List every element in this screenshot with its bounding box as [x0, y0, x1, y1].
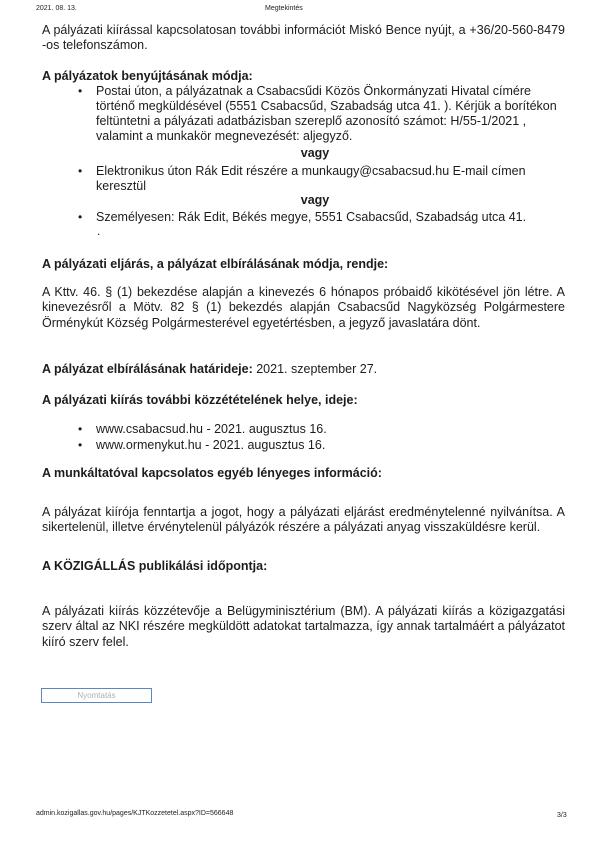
procedure-heading: A pályázati eljárás, a pályázat elbírálásának módja, rendje:: [42, 257, 389, 271]
bullet-dot: •: [78, 210, 83, 224]
bullet-dot: •: [78, 422, 83, 436]
procedure-paragraph: A Kttv. 46. § (1) bekezdése alapján a kinevezés 6 hónapos próbaidő kikötésével jön létre. A kinevezésről a Mötv. 82 § (1) bekezdés alapján Csabacsűd Nagyközség Polgármestere Örménykút Község Polgármesterével egyetértésben, a jegyző javaslatára dönt.: [42, 285, 565, 330]
footer-url: admin.kozigallas.gov.hu/pages/KJTKozzetetel.aspx?ID=566648: [36, 810, 234, 817]
other-info-clip: [42, 505, 565, 541]
bullet-dot: •: [78, 438, 83, 452]
kozigallas-heading-rest: publikálási időpontja:: [135, 559, 268, 573]
publication-heading: A pályázati kiírás további közzétételének helye, ideje:: [42, 393, 358, 407]
print-date: 2021. 08. 13.: [36, 5, 77, 12]
separator-vagy: vagy: [300, 193, 330, 207]
submission-item-postal: Postai úton, a pályázatnak a Csabacsűdi Közös Önkormányzati Hivatal címére történő megküldésével (5551 Csabacsűd, Szabadság utca 41. ). Kérjük a borítékon feltüntetni a pályázati adatbázisban szereplő azonosító számot: H/55-1/2021 , valamint a munkakör megnevezését: aljegyző.: [96, 84, 557, 143]
separator-vagy: vagy: [300, 146, 330, 160]
other-info-heading: A munkáltatóval kapcsolatos egyéb lényeges információ:: [42, 466, 382, 480]
submission-heading: A pályázatok benyújtásának módja:: [42, 69, 253, 83]
kozigallas-heading: [42, 559, 267, 574]
bullet-dot: •: [78, 164, 83, 178]
other-info-paragraph: A pályázat kiírója fenntartja a jogot, hogy a pályázati eljárást eredménytelenné nyilvánítsa. A sikertelenül, illetve érvénytelenül pályázók részére a pályázati anyag visszaküldésre kerül.: [42, 505, 565, 535]
kozigallas-heading-bold: A KÖZIGÁLLÁS: [42, 559, 136, 573]
publication-item: www.csabacsud.hu - 2021. augusztus 16.: [96, 422, 327, 436]
stray-period: .: [97, 224, 101, 238]
deadline-label: A pályázat elbírálásának határideje:: [42, 362, 253, 376]
bullet-dot: •: [78, 84, 83, 98]
submission-item-personal: Személyesen: Rák Edit, Békés megye, 5551 Csabacsűd, Szabadság utca 41.: [96, 210, 527, 224]
deadline-heading: [42, 362, 377, 377]
submission-item-electronic: Elektronikus úton Rák Edit részére a munkaugy@csabacsud.hu E-mail címen keresztül: [96, 164, 526, 193]
print-button[interactable]: Nyomtatás: [41, 688, 152, 703]
publication-item: www.ormenykut.hu - 2021. augusztus 16.: [96, 438, 326, 452]
intro-paragraph: A pályázati kiírással kapcsolatosan további információt Miskó Bence nyújt, a +36/20-560-8479 -os telefonszámon.: [42, 23, 565, 53]
deadline-value: 2021. szeptember 27.: [256, 362, 378, 376]
kozigallas-paragraph: A pályázati kiírás közzétevője a Belügyminisztérium (BM). A pályázati kiírás a közigazgatási szerv által az NKI részére megküldött adatokat tartalmazza, így annak tartalmáért a pályázatot kiíró szerv felel.: [42, 604, 565, 649]
print-header-title: Megtekintés: [265, 5, 303, 12]
page-number: 3/3: [557, 812, 567, 819]
